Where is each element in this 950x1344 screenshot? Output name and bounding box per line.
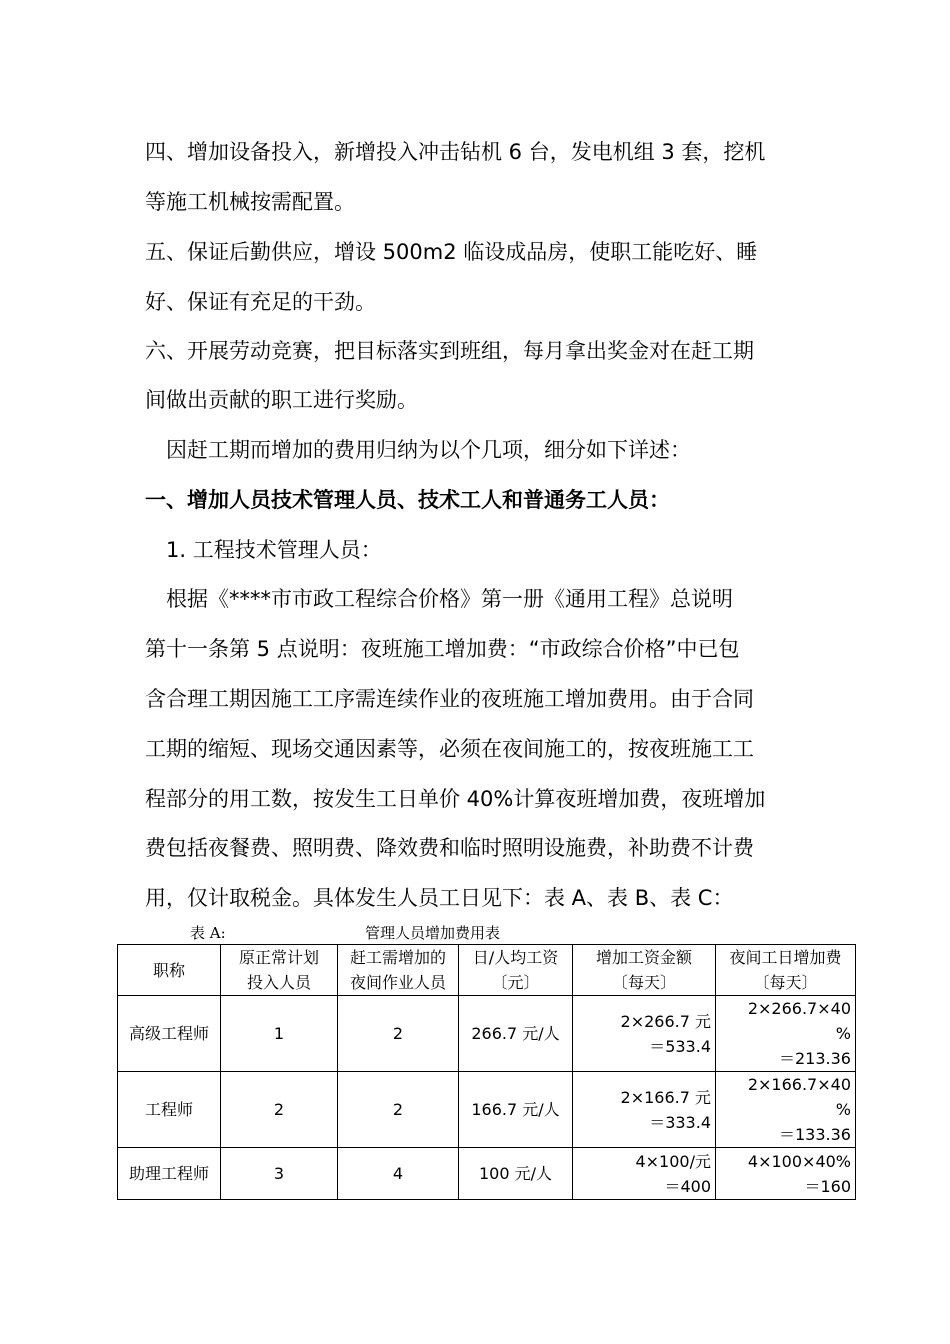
table-row [118,1148,856,1200]
table-header-row [118,945,856,996]
paragraph-line: 根据《****市市政工程综合价格》第一册《通用工程》总说明 [145,587,733,611]
section-heading: 一、增加人员技术管理人员、技术工人和普通务工人员： [145,488,670,512]
cell-planned: 3 [221,1148,338,1200]
paragraph-line: 程部分的用工数，按发生工日单价 40%计算夜班增加费，夜班增加 [145,787,766,811]
cell-wage: 100 元/人 [459,1148,573,1200]
header-wage: 日/人均工资 〔元〕 [459,945,573,996]
header-title: 职称 [118,945,221,996]
cell-night-fee: 2×166.7×40 % ＝133.36 [716,1072,856,1148]
paragraph-line: 用，仅计取税金。具体发生人员工日见下：表 A、表 B、表 C： [145,886,734,910]
cell-night-fee: 4×100×40% ＝160 [716,1148,856,1200]
cell-increase: 4×100/元 ＝400 [573,1148,716,1200]
cell-title: 助理工程师 [118,1148,221,1200]
paragraph-line: 工期的缩短、现场交通因素等，必须在夜间施工的，按夜班施工工 [145,737,754,761]
header-night-fee: 夜间工日增加费 〔每天〕 [716,945,856,996]
cell-added: 2 [338,1072,459,1148]
paragraph-line: 六、开展劳动竞赛，把目标落实到班组，每月拿出奖金对在赶工期 [145,339,754,363]
cell-night-fee: 2×266.7×40 % ＝213.36 [716,996,856,1072]
paragraph-line: 五、保证后勤供应，增设 500m2 临设成品房，使职工能吃好、睡 [145,240,758,264]
fee-table [117,944,856,1200]
cell-increase: 2×266.7 元 ＝533.4 [573,996,716,1072]
paragraph-line: 等施工机械按需配置。 [145,190,355,214]
table-row [118,1072,856,1148]
header-planned: 原正常计划 投入人员 [221,945,338,996]
cell-added: 4 [338,1148,459,1200]
cell-wage: 266.7 元/人 [459,996,573,1072]
paragraph-line: 四、增加设备投入，新增投入冲击钻机 6 台，发电机组 3 套，挖机 [145,140,766,164]
header-increase: 增加工资金额 〔每天〕 [573,945,716,996]
paragraph-line: 含合理工期因施工工序需连续作业的夜班施工增加费用。由于合同 [145,687,754,711]
paragraph-line: 第十一条第 5 点说明：夜班施工增加费：“市政综合价格”中已包 [145,637,740,661]
subsection-heading: 1. 工程技术管理人员： [145,538,382,562]
cell-title: 高级工程师 [118,996,221,1072]
cell-increase: 2×166.7 元 ＝333.4 [573,1072,716,1148]
cell-wage: 166.7 元/人 [459,1072,573,1148]
paragraph-line: 费包括夜餐费、照明费、降效费和临时照明设施费，补助费不计费 [145,836,754,860]
paragraph-line: 因赶工期而增加的费用归纳为以个几项，细分如下详述： [145,438,691,462]
cell-added: 2 [338,996,459,1072]
cell-title: 工程师 [118,1072,221,1148]
table-label: 表 A: [190,924,226,942]
cell-planned: 2 [221,1072,338,1148]
paragraph-line: 间做出贡献的职工进行奖励。 [145,388,418,412]
table-title: 管理人员增加费用表 [365,924,501,942]
paragraph-line: 好、保证有充足的干劲。 [145,290,376,314]
header-added: 赶工需增加的 夜间作业人员 [338,945,459,996]
cell-planned: 1 [221,996,338,1072]
table-row [118,996,856,1072]
